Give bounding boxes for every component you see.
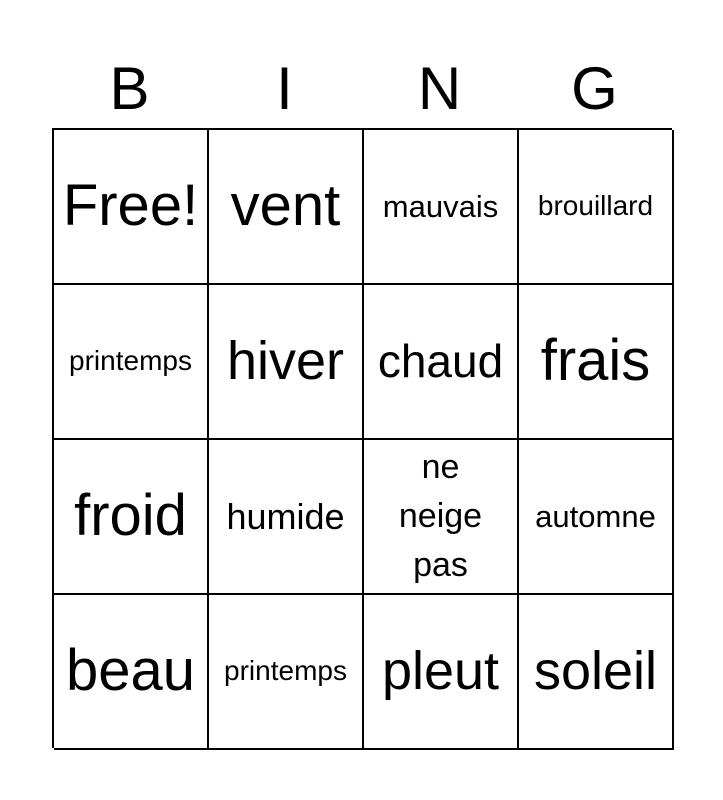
cell-label: automne [535, 498, 656, 534]
cell-label: printemps [224, 655, 347, 687]
bingo-cell[interactable] [209, 595, 364, 750]
cell-label: frais [540, 328, 651, 394]
bingo-cell[interactable] [54, 285, 209, 440]
bingo-cell[interactable] [54, 595, 209, 750]
bingo-cell[interactable] [209, 285, 364, 440]
bingo-cell[interactable] [364, 595, 519, 750]
cell-label-stack [399, 443, 482, 591]
bingo-cell[interactable] [209, 440, 364, 595]
bingo-header [52, 50, 672, 128]
bingo-cell[interactable] [364, 440, 519, 595]
cell-label: vent [230, 173, 341, 239]
cell-label: Free! [62, 173, 199, 239]
bingo-board [52, 128, 672, 748]
bingo-cell[interactable] [54, 440, 209, 595]
bingo-cell[interactable] [519, 285, 674, 440]
cell-label: froid [74, 483, 187, 549]
bingo-cell[interactable] [364, 285, 519, 440]
cell-label: brouillard [537, 190, 654, 222]
cell-label: soleil [533, 641, 658, 702]
cell-label: printemps [69, 345, 192, 377]
cell-label: beau [65, 638, 196, 704]
bingo-cell-free[interactable] [54, 130, 209, 285]
cell-label: chaud [377, 335, 504, 388]
cell-label: pleut [381, 641, 500, 702]
cell-label-line: pas [413, 546, 468, 585]
cell-label: hiver [226, 331, 345, 392]
header-letter-g: G [571, 55, 618, 122]
bingo-cell[interactable] [519, 595, 674, 750]
header-letter-i: I [276, 55, 293, 122]
bingo-cell[interactable] [519, 440, 674, 595]
header-letter-b: B [109, 55, 150, 122]
cell-label: humide [226, 495, 345, 537]
bingo-cell[interactable] [209, 130, 364, 285]
cell-label: mauvais [382, 188, 499, 224]
bingo-cell[interactable] [519, 130, 674, 285]
header-letter-n: N [417, 55, 462, 122]
cell-label-line: ne [421, 447, 460, 486]
cell-label-line: neige [398, 496, 483, 535]
bingo-cell[interactable] [364, 130, 519, 285]
